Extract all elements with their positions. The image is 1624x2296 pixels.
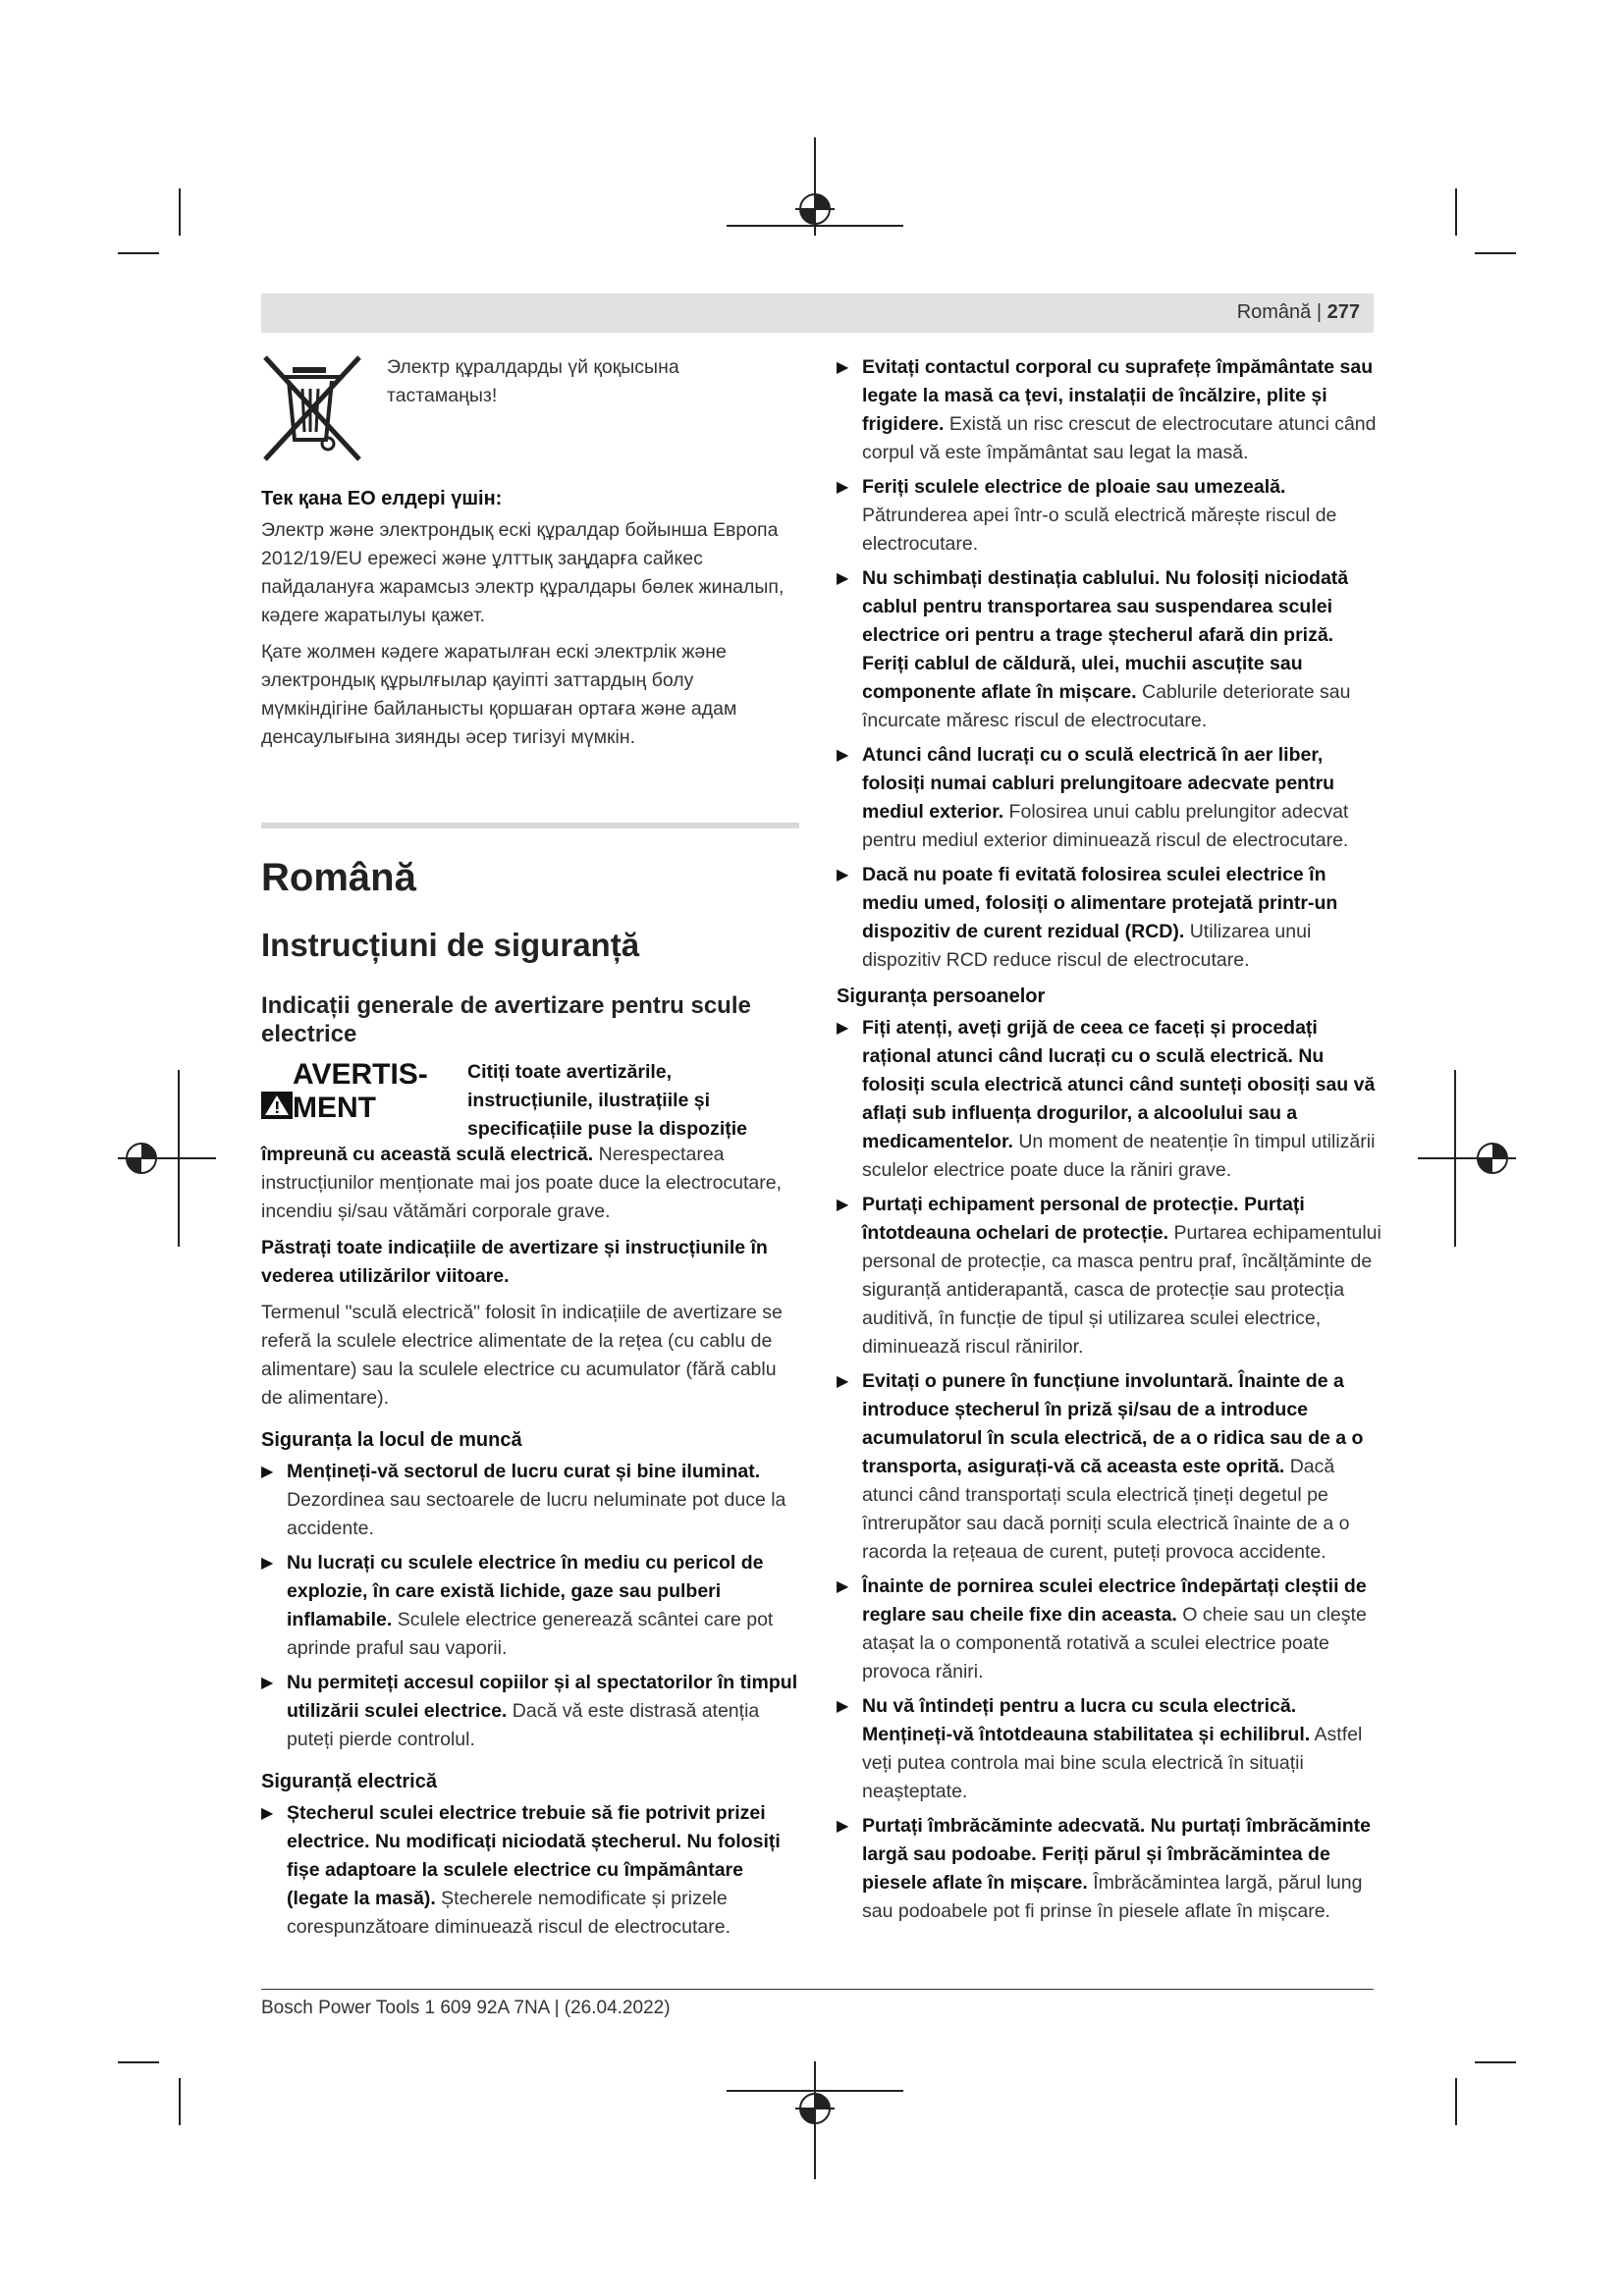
bullet-bold: Dacă nu poate fi evitată folosirea sculei electrice în mediu umed, folosiți o alimentare protejată printr-un dispozitiv de curent rezidual (RCD). [862,864,1338,942]
section-title: Siguranța persoanelor [837,986,1046,1007]
bullet-text: Astfel veți putea controla mai bine scula electrică în situații neașteptate. [862,1724,1363,1802]
bullet-bold: Nu schimbați destinația cablului. Nu folosiți niciodată cablul pentru transportarea sau suspendarea sculei electrice ori pentru a trage ștecherul afară din priză. Feriți cablul de căldură, ulei, muchii ascuțite sau componente aflate în mișcare. [862,567,1349,703]
warning-side-text: Citiți toate avertizările, instrucțiunile, ilustrațiile și specificațiile puse la dispoziție [467,1061,748,1140]
bullet-item [837,564,1382,735]
crop-mark [118,2061,159,2063]
bullet-item [837,1812,1382,1926]
bullet-bold: Evitați contactul corporal cu suprafețe împământate sau legate la masă ca țevi, instalații de încălzire, plite și frigidere. [862,356,1374,435]
warning-cont-text: Nerespectarea instrucțiunilor menționate mai jos poate duce la electrocutare, incendiu și/sau vătămări corporale grave. [261,1144,783,1222]
safety-title: Instrucțiuni de siguranță [261,927,640,963]
bullet-item [837,741,1382,855]
crop-mark [179,2078,181,2125]
keep-instructions: Păstrați toate indicațiile de avertizare și instrucțiunile în vederea utilizărilor viitoare. [261,1237,768,1287]
registration-mark-icon [118,1070,216,1247]
bullet-bold: Evitați o punere în funcțiune involuntară. Înainte de a introduce ștecherul în priză și/sau de a introduce acumulatorul în scula electrică, de a o ridica sau de a o transporta, asigurați-vă că aceasta este oprită. [862,1370,1364,1477]
bullet-bold: Nu lucrați cu sculele electrice în mediu cu pericol de explozie, în care există lichide, gaze sau pulberi inflamabile. [287,1552,764,1630]
bullet-item [261,1458,799,1543]
crop-mark [1455,2078,1457,2125]
bullet-list [837,353,1382,975]
registration-mark-icon [1418,1070,1516,1247]
bullet-bold: Atunci când lucrați cu o sculă electrică în aer liber, folosiți numai cabluri prelungitoare adecvate pentru mediul exterior. [862,744,1335,823]
bullet-bold: Mențineți-vă sectorul de lucru curat și bine iluminat. [287,1461,761,1482]
bullet-arrow-icon: ▶ [837,1020,849,1037]
registration-mark-icon [727,2061,903,2179]
bullet-text: Dezordinea sau sectoarele de lucru neluminate pot duce la accidente. [287,1489,786,1539]
bullet-text: Dacă atunci când transportați scula electrică țineți degetul pe întrerupător sau dacă porniți scula electrică înainte de a o racorda la rețeaua de curent, puteți provoca accidente. [862,1456,1350,1563]
bullet-text: Utilizarea unui dispozitiv RCD reduce riscul de electrocutare. [862,921,1312,971]
bullet-arrow-icon: ▶ [261,1555,274,1572]
bullet-bold: Purtați echipament personal de protecție. Purtați întotdeauna ochelari de protecție. [862,1194,1305,1244]
right-column [837,353,1382,1932]
language-title: Română [261,856,416,899]
bullet-arrow-icon: ▶ [837,479,849,496]
bullet-bold: Nu permiteți accesul copiilor și al spectatorilor în timpul utilizării sculei electrice. [287,1672,798,1722]
bullet-list [837,1014,1382,1926]
crop-mark [179,188,181,236]
bullet-arrow-icon: ▶ [837,867,849,883]
bullet-arrow-icon: ▶ [837,747,849,764]
warning-label [261,1058,458,1125]
bullet-item [837,1191,1382,1362]
kz-heading: Тек қана ЕО елдері үшін: [261,488,503,509]
page-header [261,294,1374,333]
left-column [261,353,799,1948]
bullet-item [261,1549,799,1663]
bullet-text: Folosirea unui cablu prelungitor adecvat pentru mediul exterior diminuează riscul de electrocutare. [862,801,1349,851]
section-title: Siguranță electrică [261,1771,437,1792]
bullet-text: Ștecherele nemodificate și prizele corespunzătoare diminuează riscul de electrocutare. [287,1888,731,1938]
bullet-arrow-icon: ▶ [837,1197,849,1213]
bullet-text: Dacă vă este distrasă atenția puteți pierde controlul. [287,1700,760,1750]
page-number: 277 [1326,301,1360,323]
crop-mark [1455,188,1457,236]
kz-paragraph: Қате жолмен кәдеге жаратылған ескі электрлік және электрондық құрылғылар қауіпті заттардың болу мүмкіндігіне байланысты қоршаған ортаға және адам денсаулығына зиянды әсер тигізуі мүмкін. [261,641,737,748]
bullet-item [837,1014,1382,1185]
bullet-arrow-icon: ▶ [837,1373,849,1390]
term-paragraph: Termenul "sculă electrică" folosit în indicațiile de avertizare se referă la sculele electrice alimentate de la rețea (cu cablu de alimentare) sau la sculele electrice cu acumulator (fără cablu de alimentare). [261,1302,783,1409]
weee-notice [261,353,799,471]
bullet-list [261,1799,799,1942]
bullet-bold: Purtați îmbrăcăminte adecvată. Nu purtați îmbrăcăminte largă sau podoabe. Feriți părul și îmbrăcămintea de piesele aflate în mișcare. [862,1815,1371,1894]
bullet-item [837,353,1382,467]
bullet-item [837,473,1382,559]
bullet-bold: Fiți atenți, aveți grijă de ceea ce faceți și procedați rațional atunci când lucrați cu o sculă electrică. Nu folosiți scula electrică atunci când sunteți obosiți sau vă aflați sub influența drogurilor, a alcoolului sau a medicamentelor. [862,1017,1376,1152]
bullet-text: Îmbrăcămintea largă, părul lung sau podoabele pot fi prinse în piesele aflate în mișcare. [862,1872,1363,1922]
crop-mark [118,252,159,254]
warning-label-text: AVERTIS-MENT [293,1058,428,1124]
bullet-text: Sculele electrice generează scântei care pot aprinde praful sau vaporii. [287,1609,774,1659]
bullet-list [261,1458,799,1754]
bullet-arrow-icon: ▶ [837,359,849,376]
crop-mark [1475,2061,1516,2063]
bullet-item [261,1799,799,1942]
section-title: Siguranța la locul de muncă [261,1429,522,1451]
bullet-text: Cablurile deteriorate sau încurcate măresc riscul de electrocutare. [862,681,1351,731]
warning-block [261,1058,799,1140]
bullet-item [837,1367,1382,1567]
warning-icon [261,1092,293,1119]
bullet-text: O cheie sau un cleşte atașat la o componentă rotativă a sculei electrice poate provoca răniri. [862,1604,1367,1682]
section-divider [261,823,799,828]
page-header-text [1237,301,1360,324]
bullet-text: Purtarea echipamentului personal de protecție, ca masca pentru praf, încălțăminte de siguranță antiderapantă, casca de protecție sau protecția auditivă, în funcție de tipul și utilizarea sculei electrice, diminuează riscul rănirilor. [862,1222,1381,1358]
bullet-text: Pătrunderea apei într-o sculă electrică mărește riscul de electrocutare. [862,505,1337,555]
bullet-bold: Feriți sculele electrice de ploaie sau umezeală. [862,476,1286,498]
warning-continuation [261,1141,799,1226]
kz-paragraph: Электр және электрондық ескі құралдар бойынша Европа 2012/19/EU ережесі және ұлттық заңдарға сайкес пайдалануға жарамсыз электр құралдары бөлек жиналып, кәдеге жаратылуы қажет. [261,519,785,626]
bullet-bold: Ștecherul sculei electrice trebuie să fie potrivit prizei electrice. Nu modificați niciodată ștecherul. Nu folosiți fișe adaptoare la sculele electrice cu împământare (legate la masă). [287,1802,781,1909]
bullet-item [837,1692,1382,1806]
crop-mark [1475,252,1516,254]
weee-notice-text: Электр құралдарды үй қоқысына тастамаңыз! [387,356,679,406]
header-separator: | [1316,301,1323,323]
bullet-arrow-icon: ▶ [261,1805,274,1822]
bullet-arrow-icon: ▶ [261,1675,274,1691]
footer-text: Bosch Power Tools 1 609 92A 7NA | (26.04.2022) [261,1998,671,2018]
bullet-bold: Înainte de pornirea sculei electrice îndepărtați cleștii de reglare sau cheile fixe din aceasta. [862,1575,1367,1626]
bullet-bold: Nu vă întindeți pentru a lucra cu scula electrică. Mențineți-vă întotdeauna stabilitatea și echilibrul. [862,1695,1311,1745]
bullet-arrow-icon: ▶ [261,1464,274,1480]
general-warnings-title: Indicații generale de avertizare pentru scule electrice [261,992,751,1047]
header-section: Română [1236,301,1312,323]
warning-cont-bold: împreună cu această sculă electrică. [261,1144,594,1165]
bullet-arrow-icon: ▶ [837,1818,849,1835]
bullet-arrow-icon: ▶ [837,1578,849,1595]
bullet-arrow-icon: ▶ [837,1698,849,1715]
bullet-item [837,861,1382,975]
bullet-item [261,1669,799,1754]
crossed-bin-icon [261,353,369,469]
bullet-arrow-icon: ▶ [837,570,849,587]
bullet-text: Un moment de neatenție în timpul utilizării sculelor electrice poate duce la răniri grave. [862,1131,1376,1181]
registration-mark-icon [727,137,903,236]
page-footer [261,1989,1374,2019]
bullet-item [837,1573,1382,1686]
bullet-text: Există un risc crescut de electrocutare atunci când corpul vă este împământat sau legat la masă. [862,413,1377,463]
